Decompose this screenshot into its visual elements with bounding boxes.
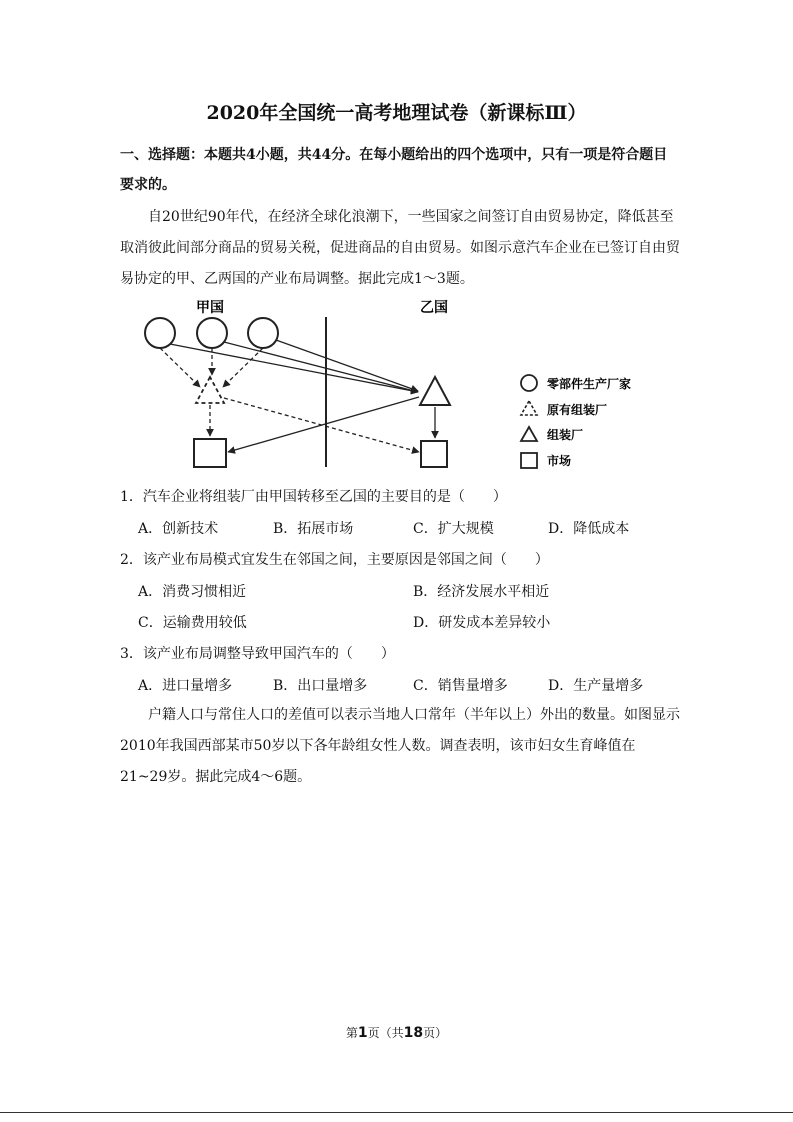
passage-2: 户籍人口与常住人口的差值可以表示当地人口常年（半年以上）外出的数量。如图显示2010年我国西部某市50岁以下各年龄组女性人数。调查表明，该市妇女生育峰值在21~29岁。据此完成4～6题。 [120, 707, 680, 785]
original-assembly-plant-triangle [196, 377, 224, 403]
legend-item: 组装厂 [547, 428, 584, 442]
footer-suffix: 页） [423, 1026, 448, 1040]
question-1-option-b: B．拓展市场 [273, 521, 354, 537]
question-1-option-a: A．创新技术 [138, 521, 219, 537]
solid-flow-arrow [276, 340, 418, 391]
passage-1: 自20世纪90年代，在经济全球化浪潮下，一些国家之间签订自由贸易协定，降低甚至取消彼此间部分商品的贸易关税，促进商品的自由贸易。如图示意汽车企业在已签订自由贸易协定的甲、乙两国的产业布局调整。据此完成1～3题。 [120, 209, 680, 287]
parts-factory-circle-2 [197, 318, 227, 348]
legend-triangle-icon [521, 427, 537, 441]
bottom-rule [0, 1112, 793, 1113]
question-2-option-b: B．经济发展水平相近 [413, 584, 550, 600]
page-title: 2020年全国统一高考地理试卷（新课标Ⅲ） [206, 102, 587, 124]
dashed-flow-arrow [223, 348, 263, 387]
question-3-stem: 3．该产业布局调整导致甲国汽车的（ ） [120, 646, 395, 662]
industry-layout-diagram [130, 295, 670, 475]
question-2-option-a: A．消费习惯相近 [138, 584, 247, 600]
page-footer [0, 1024, 793, 1041]
legend-item: 原有组装厂 [547, 403, 608, 417]
footer-total-pages: 18 [403, 1025, 424, 1041]
solid-flow-arrow [224, 342, 418, 392]
parts-factory-circle-3 [248, 318, 278, 348]
solid-flow-arrow [170, 344, 418, 392]
question-3-option-b: B．出口量增多 [273, 678, 368, 694]
footer-middle: 页（共 [367, 1026, 404, 1040]
question-1-stem: 1．汽车企业将组装厂由甲国转移至乙国的主要目的是（ ） [120, 489, 507, 505]
dashed-flow-arrow [160, 348, 200, 387]
footer-prefix: 第 [345, 1026, 358, 1040]
question-2-option-d: D．研发成本差异较小 [413, 615, 551, 631]
question-1-option-d: D．降低成本 [548, 521, 630, 537]
question-3-option-c: C．销售量增多 [413, 678, 508, 694]
legend-item: 市场 [547, 454, 572, 468]
legend-circle-icon [521, 375, 537, 391]
market-square-a [194, 439, 226, 467]
question-2-stem: 2．该产业布局模式宜发生在邻国之间，主要原因是邻国之间（ ） [120, 552, 549, 568]
section-heading: 一、选择题：本题共4小题，共44分。在每小题给出的四个选项中，只有一项是符合题目要求的。 [120, 147, 668, 193]
question-3-option-d: D．生产量增多 [548, 678, 644, 694]
question-2-option-c: C．运输费用较低 [138, 615, 247, 631]
legend-item: 零部件生产厂家 [547, 377, 632, 391]
country-a-label: 甲国 [196, 300, 224, 316]
market-square-b [421, 441, 447, 467]
question-1-option-c: C．扩大规模 [413, 521, 494, 537]
legend-dashed-triangle-icon [521, 401, 537, 415]
legend-square-icon [521, 453, 537, 468]
question-3-option-a: A．进口量增多 [138, 678, 233, 694]
assembly-plant-triangle [420, 377, 450, 405]
country-b-label: 乙国 [420, 300, 448, 316]
solid-flow-arrow [228, 397, 419, 452]
footer-page-number: 1 [357, 1025, 368, 1041]
